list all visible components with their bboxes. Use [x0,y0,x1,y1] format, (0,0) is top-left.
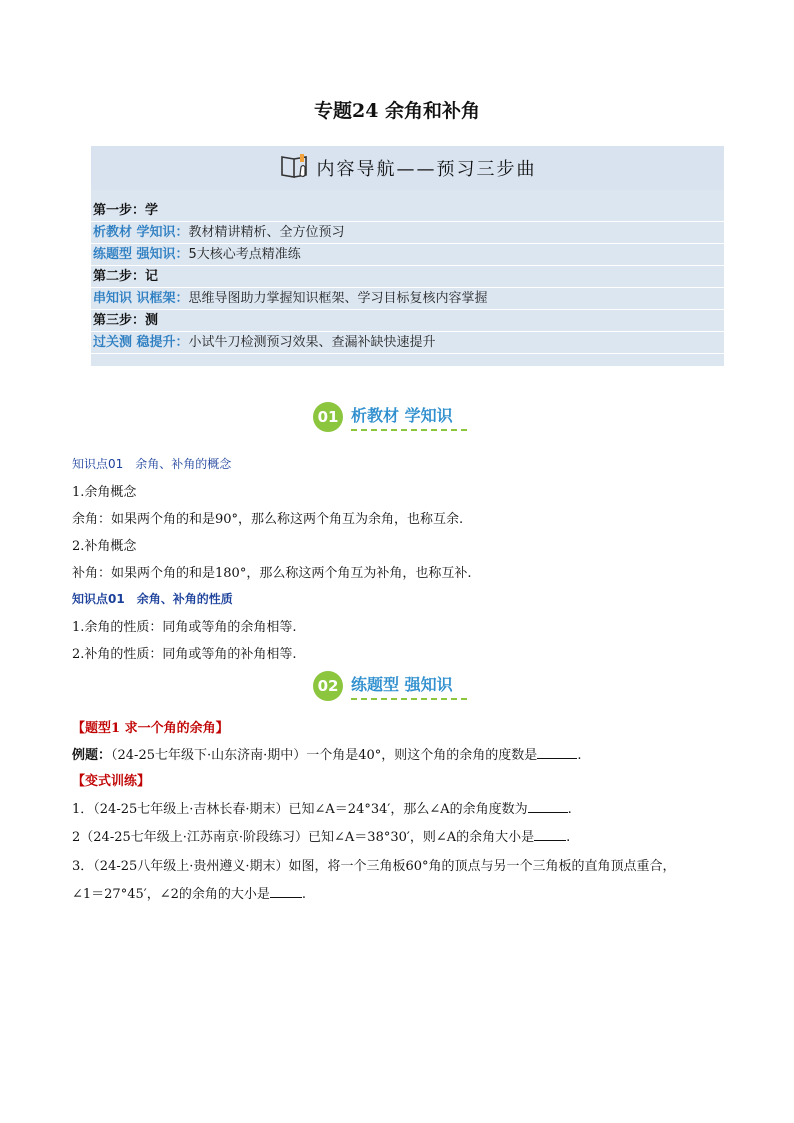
variant-heading: 【变式训练】 [72,774,151,789]
guide-line-5: 串知识 识框架：思维导图助力掌握知识框架、学习目标复核内容掌握 [91,288,724,310]
kp2-line-1: 1.余角的性质：同角或等角的余角相等. [72,620,297,635]
guide-line-6: 第三步：测 [91,310,724,332]
guide-line-7: 过关测 稳提升：小试牛刀检测预习效果、查漏补缺快速提升 [91,332,724,354]
kp1-line-2: 余角：如果两个角的和是90°，那么称这两个角互为余角，也称互余. [72,512,464,527]
example-line: 例题：（24-25七年级下·山东济南·期中）一个角是40°，则这个角的余角的度数是 . [72,748,582,763]
guide-line-3: 练题型 强知识：5大核心考点精准练 [91,244,724,266]
type1-heading: 【题型1 求一个角的余角】 [72,721,229,736]
kp2-line-2: 2.补角的性质：同角或等角的补角相等. [72,647,297,662]
guide-header [91,146,724,190]
question-2: 2（24-25七年级上·江苏南京·阶段练习）已知∠A＝38°30′，则∠A的余角大小是 . [72,830,571,845]
kp1-line-1: 1.余角概念 [72,485,137,500]
guide-line-4: 第二步：记 [91,266,724,288]
kp1-line-4: 补角：如果两个角的和是180°，那么称这两个角互为补角，也称互补. [72,566,472,581]
book-icon [279,151,313,185]
section-01-badge [313,402,467,432]
section-02-label: 练题型 强知识 [351,672,467,700]
kp2-title: 知识点01 余角、补角的性质 [72,592,233,606]
question-3-line-1: 3．（24-25八年级上·贵州遵义·期末）如图，将一个三角板60°角的顶点与另一个三角板的直角顶点重合， [72,859,676,874]
question-1: 1．（24-25七年级上·吉林长春·期末）已知∠A＝24°34′，那么∠A的余角度数为 . [72,802,572,817]
section-02-number: 02 [313,671,343,701]
guide-header-text: 内容导航——预习三步曲 [316,159,537,180]
question-3-line-2: ∠1＝27°45′，∠2的余角的大小是 . [72,887,307,902]
section-01-number: 01 [313,402,343,432]
guide-lines [91,200,724,354]
answer-blank [537,746,577,759]
guide-line-2: 析教材 学知识：教材精讲精析、全方位预习 [91,222,724,244]
answer-blank [270,885,302,898]
kp1-title: 知识点01 余角、补角的概念 [72,457,232,471]
answer-blank [528,800,568,813]
guide-line-1: 第一步：学 [91,200,724,222]
example-label: 例题： [72,748,112,763]
example-text: （24-25七年级下·山东济南·期中）一个角是40°，则这个角的余角的度数是 [111,748,538,763]
answer-blank [534,828,566,841]
content-guide-box [91,146,724,366]
section-02-badge [313,671,467,701]
kp1-line-3: 2.补角概念 [72,539,137,554]
page-title: 专题24 余角和补角 [313,100,481,122]
section-01-label: 析教材 学知识 [351,403,467,431]
